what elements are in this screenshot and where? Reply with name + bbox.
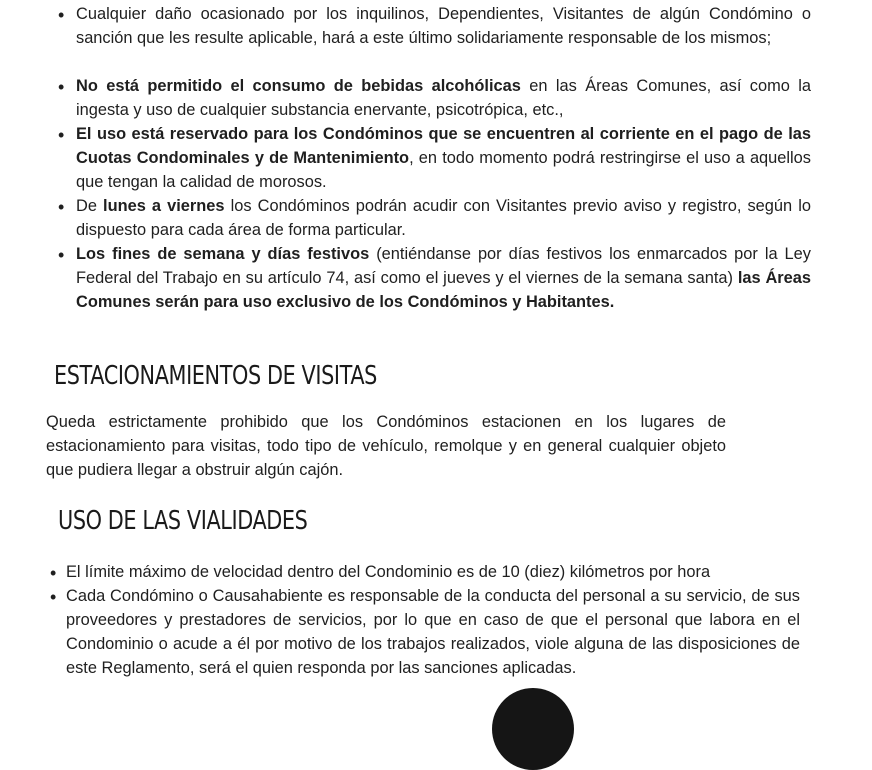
rule-damage-responsibility: Cualquier daño ocasionado por los inquilinos, Dependientes, Visitantes de algún Condómino o sanción que les resulte aplicable, hará a este último solidariamente responsable de los mismos; xyxy=(76,5,811,47)
bullet-icon: • xyxy=(58,5,65,25)
bullet-icon: • xyxy=(58,197,65,217)
bullet-icon: • xyxy=(50,587,57,607)
visitor-parking-paragraph: Queda estrictamente prohibido que los Condóminos estacionen en los lugares de estacionamiento para visitas, todo tipo de vehículo, remolque y en general cualquier objeto que pudiera llegar a obstruir algún cajón. xyxy=(46,413,726,479)
rule-speed-limit: El límite máximo de velocidad dentro del Condominio es de 10 (diez) kilómetros por hora xyxy=(66,563,711,581)
rule-fees-up-to-date: El uso está reservado para los Condóminos que se encuentren al corriente en el pago de las Cuotas Condominales y de Mantenimiento, en todo momento podrá restringirse el uso a aquellos que tengan la calidad de morosos. xyxy=(76,125,811,191)
rule-weekdays-visitors: De lunes a viernes los Condóminos podrán acudir con Visitantes previo aviso y registro, según lo dispuesto para cada área de forma particular. xyxy=(76,197,811,239)
bullet-icon: • xyxy=(58,77,65,97)
rule-no-alcohol: No está permitido el consumo de bebidas alcohólicas en las Áreas Comunes, así como la ingesta y uso de cualquier substancia enervante, psicotrópica, etc., xyxy=(76,77,811,119)
section-heading-roads-use: USO DE LAS VIALIDADES xyxy=(58,506,308,536)
bullet-icon: • xyxy=(50,563,57,583)
rule-weekends-holidays: Los fines de semana y días festivos (entiéndanse por días festivos los enmarcados por la Ley Federal del Trabajo en su artículo 74, así como el jueves y el viernes de la semana santa) las Áreas Comunes serán para uso exclusivo de los Condóminos y Habitantes. xyxy=(76,245,812,311)
logo-emblem xyxy=(492,688,574,770)
rule-staff-conduct: Cada Condómino o Causahabiente es responsable de la conducta del personal a su servicio, de sus proveedores y prestadores de servicios, por lo que en caso de que el personal que labora en el Condominio o acude a él por motivo de los trabajos realizados, viole alguna de las disposiciones de este Reglamento, será el quien responda por las sanciones aplicadas. xyxy=(66,587,800,677)
bullet-icon: • xyxy=(58,125,65,145)
bullet-icon: • xyxy=(58,245,65,265)
section-heading-visitor-parking: ESTACIONAMIENTOS DE VISITAS xyxy=(54,361,377,391)
